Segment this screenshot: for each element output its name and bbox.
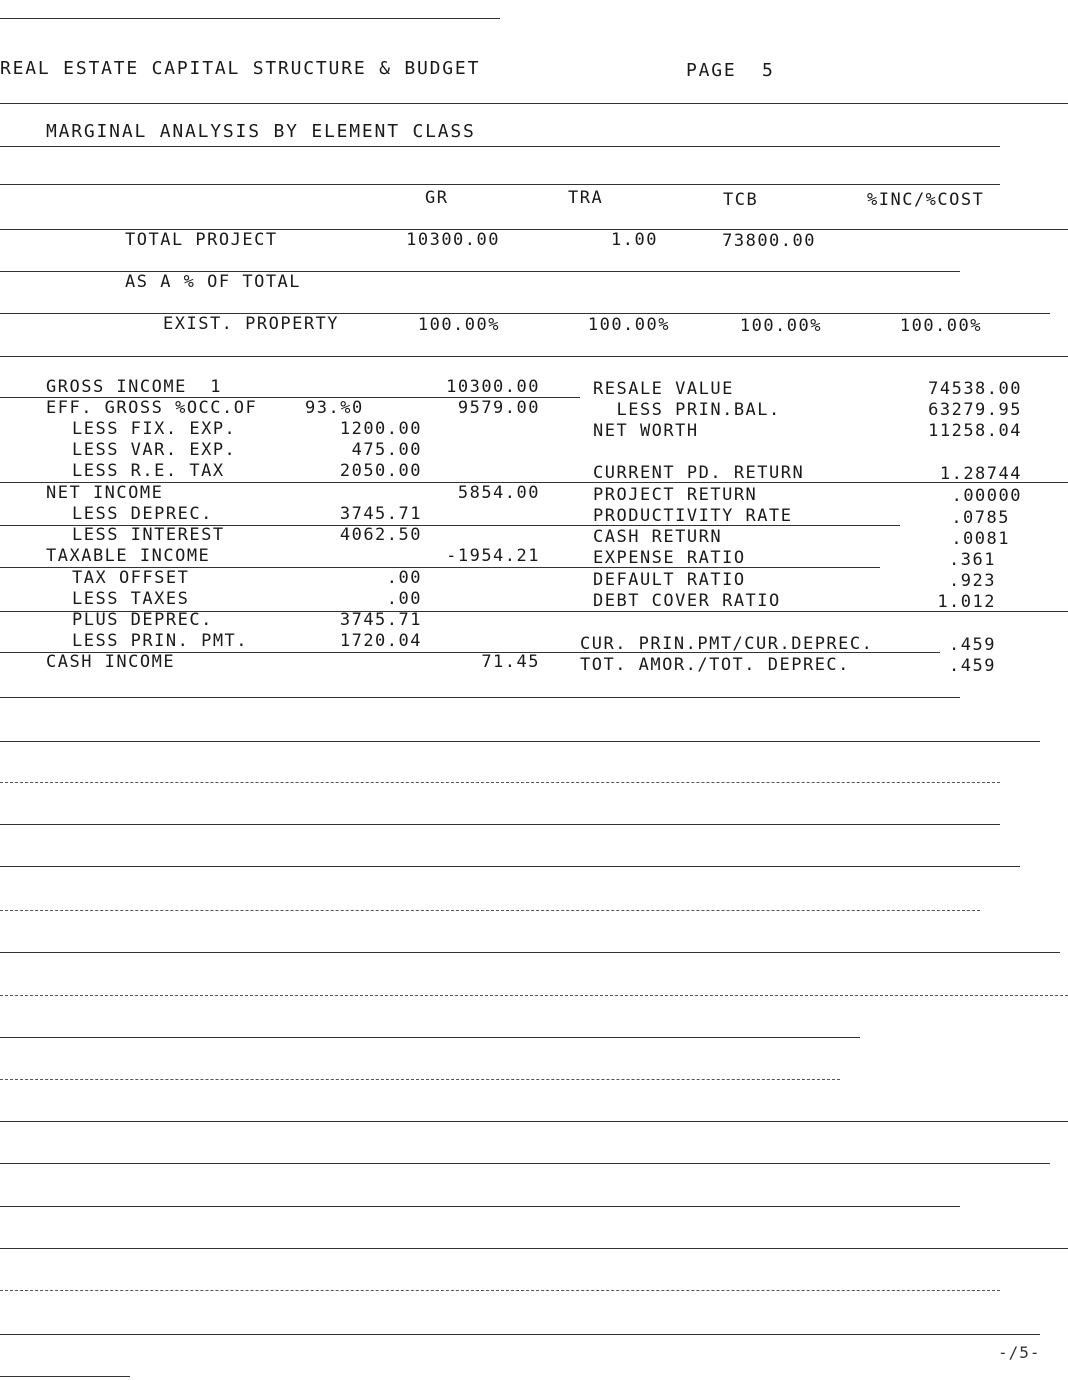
line-label: CASH INCOME (46, 652, 176, 672)
line-value: .00 (386, 589, 422, 609)
form-rule (0, 611, 1068, 612)
blank-rule (0, 1206, 960, 1207)
ratio-label: NET WORTH (593, 421, 699, 441)
ratio-label: CURRENT PD. RETURN (593, 463, 805, 483)
line-label: LESS INTEREST (72, 525, 225, 545)
line-label: LESS VAR. EXP. (72, 440, 237, 460)
total-project-tcb: 73800.00 (722, 231, 816, 251)
blank-rule (0, 995, 1068, 996)
line-value: 3745.71 (339, 610, 422, 630)
column-header-tra: TRA (568, 188, 604, 208)
line-value: 1720.04 (339, 631, 422, 651)
ratio-value: .0785 (951, 508, 1010, 528)
column-header-inc-cost: %INC/%COST (867, 190, 985, 210)
ratio-value: 1.012 (937, 592, 996, 612)
blank-rule (0, 782, 1000, 783)
form-rule (0, 482, 1068, 483)
ratio-label: RESALE VALUE (593, 379, 734, 399)
line-value: 2050.00 (339, 461, 422, 481)
column-header-gr: GR (425, 188, 449, 208)
ratio-value: .923 (949, 571, 996, 591)
form-rule (0, 356, 1068, 357)
column-header-tcb: TCB (723, 190, 759, 210)
exist-property-inc-cost: 100.00% (899, 316, 982, 336)
line-total: 71.45 (481, 652, 540, 672)
form-rule (0, 697, 960, 698)
line-label: PLUS DEPREC. (72, 610, 213, 630)
line-label: LESS TAXES (72, 589, 190, 609)
form-rule (0, 567, 880, 568)
ratio-label: PRODUCTIVITY RATE (593, 506, 793, 526)
line-total: 9579.00 (457, 398, 540, 418)
blank-rule (0, 1248, 1068, 1249)
line-value: 1200.00 (339, 419, 422, 439)
line-label: TAXABLE INCOME (46, 546, 211, 566)
ratio-label: DEFAULT RATIO (593, 570, 746, 590)
ratio-value: .459 (949, 656, 996, 676)
blank-rule (0, 952, 1060, 953)
line-label: GROSS INCOME 1 (46, 377, 223, 397)
ratio-value: .361 (949, 550, 996, 570)
line-value: 4062.50 (339, 525, 422, 545)
line-value: .00 (386, 568, 422, 588)
ratio-label: DEBT COVER RATIO (593, 591, 781, 611)
ratio-value: 11258.04 (928, 421, 1022, 441)
exist-property-tcb: 100.00% (739, 316, 822, 336)
line-label: LESS PRIN. PMT. (72, 631, 249, 651)
line-total: -1954.21 (446, 546, 540, 566)
line-label: LESS FIX. EXP. (72, 419, 237, 439)
page-label: PAGE (686, 60, 737, 81)
ratio-value: .459 (949, 635, 996, 655)
line-total: 5854.00 (457, 483, 540, 503)
blank-rule (0, 910, 980, 911)
line-label: NET INCOME (46, 483, 164, 503)
blank-rule (0, 1334, 1040, 1335)
blank-rule (0, 741, 1040, 742)
exist-property-label: EXIST. PROPERTY (163, 314, 340, 334)
ratio-value: 63279.95 (928, 400, 1022, 420)
total-project-label: TOTAL PROJECT (125, 230, 278, 250)
ratio-value: 74538.00 (928, 379, 1022, 399)
line-value: 3745.71 (339, 504, 422, 524)
blank-rule (0, 1163, 1050, 1164)
line-label: LESS R.E. TAX (72, 461, 225, 481)
page-number: 5 (762, 60, 775, 81)
blank-rule (0, 1079, 840, 1080)
blank-rule (0, 866, 1020, 867)
as-pct-label: AS A % OF TOTAL (125, 272, 302, 292)
ratio-label: LESS PRIN.BAL. (593, 400, 781, 420)
total-project-gr: 10300.00 (406, 230, 500, 250)
form-rule (0, 313, 1050, 314)
form-rule (0, 146, 1000, 147)
form-rule (0, 18, 500, 19)
ratio-label: TOT. AMOR./TOT. DEPREC. (580, 655, 850, 675)
blank-rule (0, 1290, 1000, 1291)
form-rule (0, 525, 900, 526)
line-value: 475.00 (351, 440, 422, 460)
line-label: EFF. GROSS %OCC.OF (46, 398, 258, 418)
form-rule (0, 397, 580, 398)
blank-rule (0, 1121, 1068, 1122)
blank-rule (0, 824, 1000, 825)
form-rule (0, 184, 1000, 185)
total-project-tra: 1.00 (611, 230, 658, 250)
line-label: LESS DEPREC. (72, 504, 213, 524)
ratio-value: 1.28744 (939, 464, 1022, 484)
form-rule (0, 652, 940, 653)
report-subtitle: MARGINAL ANALYSIS BY ELEMENT CLASS (46, 121, 476, 142)
blank-rule (0, 1376, 130, 1377)
ratio-label: CASH RETURN (593, 527, 723, 547)
form-rule (0, 103, 1068, 104)
line-label: TAX OFFSET (72, 568, 190, 588)
ratio-label: CUR. PRIN.PMT/CUR.DEPREC. (580, 634, 874, 654)
line-value: 93.%0 (305, 398, 364, 418)
ratio-label: PROJECT RETURN (593, 485, 758, 505)
page-mark: -/5- (998, 1343, 1041, 1362)
ratio-value: .0081 (951, 529, 1010, 549)
ratio-label: EXPENSE RATIO (593, 548, 746, 568)
report-title: REAL ESTATE CAPITAL STRUCTURE & BUDGET (0, 58, 481, 79)
blank-rule (0, 1037, 860, 1038)
exist-property-gr: 100.00% (417, 315, 500, 335)
line-total: 10300.00 (446, 377, 540, 397)
exist-property-tra: 100.00% (587, 315, 670, 335)
ratio-value: .00000 (951, 486, 1022, 506)
